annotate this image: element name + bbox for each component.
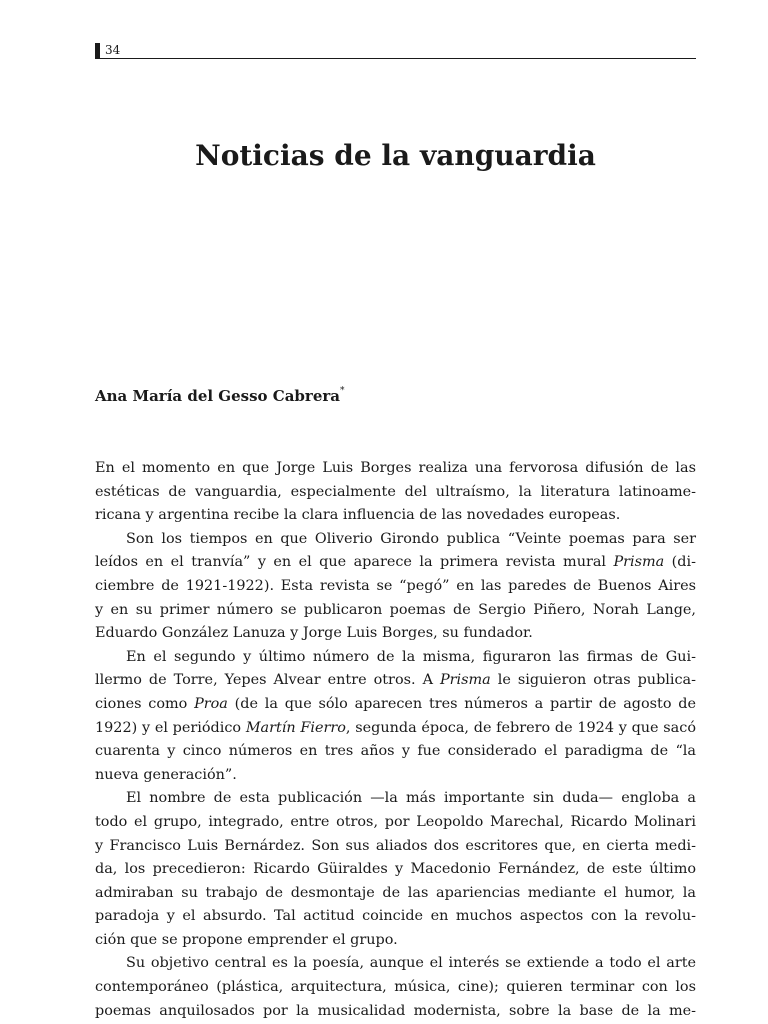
body-text-line [95,976,696,1000]
body-text-segment: le siguieron otras publica- [490,672,696,689]
italic-title-text: Martín Fierro [245,719,346,736]
body-text-line [95,740,696,764]
article-title: Noticias de la vanguardia [195,139,596,172]
body-text-segment: (di- [664,554,696,571]
body-text-segment: ción que se propone emprender el grupo. [95,931,398,948]
article-body [95,457,696,1023]
body-text-segment: llermo de Torre, Yepes Alvear entre otros. A [95,672,440,689]
body-text-segment: Son los tiempos en que Oliverio Girondo publica “Veinte poemas para ser [126,530,696,547]
author-line [95,384,345,408]
body-text-segment: y Francisco Luis Bernárdez. Son sus aliados dos escritores que, en cierta medi- [95,837,696,854]
body-text-segment: En el momento en que Jorge Luis Borges realiza una fervorosa difusión de las [95,460,696,476]
body-text-segment: nueva generación”. [95,766,237,783]
body-text-segment: , segunda época, de febrero de 1924 y que sacó [345,719,696,736]
body-text-segment: cuarenta y cinco números en tres años y fue considerado el paradigma de “la [95,743,696,760]
italic-title-text: Proa [194,695,228,712]
body-text-segment: (de la que sólo aparecen tres números a partir de agosto de [227,695,696,712]
body-text-line [95,528,696,552]
body-text-segment: ciones como [95,695,195,712]
body-text-line [95,457,696,481]
body-text-line [95,835,696,859]
body-text-line [95,787,696,811]
body-text-segment: y en su primer número se publicaron poemas de Sergio Piñero, Norah Lange, [95,601,696,618]
italic-title-text: Prisma [613,554,665,571]
body-text-line [95,504,696,528]
italic-title-text: Prisma [439,672,491,689]
body-text-segment: Su objetivo central es la poesía, aunque el interés se extiende a todo el arte [126,955,696,972]
body-text-line [95,905,696,929]
body-text-line [95,882,696,906]
page-number: 34 [105,43,121,57]
author-footnote-mark: * [340,386,345,396]
body-text-segment: El nombre de esta publicación —la más importante sin duda— engloba a [126,790,696,807]
body-text-segment: paradoja y el absurdo. Tal actitud coincide en muchos aspectos con la revolu- [95,908,696,925]
body-text-line [95,551,696,575]
body-text-segment: leídos en el tranvía” y en el que aparece la primera revista mural [95,554,614,571]
body-text-segment: 1922) y el periódico [95,719,246,736]
author-name: Ana María del Gesso Cabrera [95,387,340,405]
body-text-segment: contemporáneo (plástica, arquitectura, música, cine); quieren terminar con los [95,979,696,996]
body-text-line [95,481,696,505]
body-text-segment: ciembre de 1921-1922). Esta revista se “pegó” en las paredes de Buenos Aires [95,577,696,594]
body-text-line [95,952,696,976]
body-text-line [95,858,696,882]
body-text-line [95,622,696,646]
body-text-line [95,693,696,717]
body-text-segment: da, los precedieron: Ricardo Güiraldes y Macedonio Fernández, de este último [95,861,696,878]
header-rule [95,58,696,59]
body-text-line [95,929,696,953]
body-text-segment: poemas anquilosados por la musicalidad modernista, sobre la base de la me- [95,1002,696,1019]
body-text-line [95,575,696,599]
header-marker-bar [95,43,100,58]
body-text-line [95,764,696,788]
body-text-line [95,599,696,623]
body-text-segment: todo el grupo, integrado, entre otros, por Leopoldo Marechal, Ricardo Molinari [95,813,696,830]
body-text-segment: En el segundo y último número de la misma, figuraron las firmas de Gui- [126,648,696,665]
body-text-line [95,669,696,693]
body-text-line [95,717,696,741]
body-text-line [95,646,696,670]
body-text-segment: admiraban su trabajo de desmontaje de las apariencias mediante el humor, la [95,884,696,901]
body-text-segment: Eduardo González Lanuza y Jorge Luis Borges, su fundador. [95,625,533,642]
body-text-segment: ricana y argentina recibe la clara influencia de las novedades europeas. [95,507,621,524]
body-text-segment: estéticas de vanguardia, especialmente del ultraísmo, la literatura latinoame- [95,483,696,500]
body-text-line [95,811,696,835]
running-header [95,42,696,59]
body-text-line [95,1000,696,1024]
